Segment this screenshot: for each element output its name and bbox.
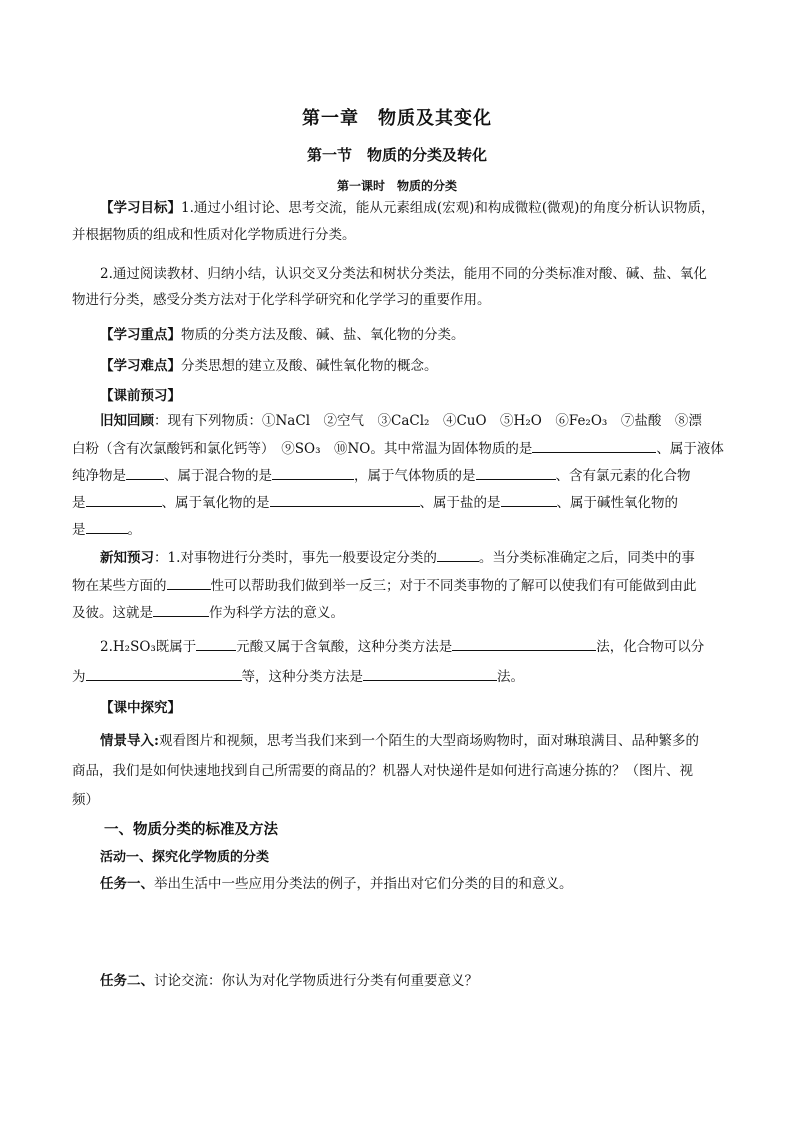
activity-1-heading: 活动一、探究化学物质的分类 — [100, 850, 270, 865]
preview-heading: 【课前预习】 — [100, 388, 181, 404]
review-line-4: 是 、属于氧化物的是 、属于盐的是 、属于碱性氧化物的 — [72, 492, 732, 513]
inclass-heading: 【课中探究】 — [100, 700, 181, 716]
answer-blank[interactable] — [196, 636, 236, 651]
scene-line-3: 频） — [72, 792, 99, 808]
section-heading-1: 一、物质分类的标准及方法 — [104, 821, 278, 838]
review-line-1: 旧知回顾：现有下列物质：①NaCl ②空气 ③CaCl₂ ④CuO ⑤H₂O ⑥Fe₂O₃ ⑦盐酸 ⑧漂 — [100, 413, 702, 429]
answer-blank[interactable] — [126, 465, 164, 480]
chapter-title: 第一章 物质及其变化 — [302, 108, 492, 129]
new-preview-line-2: 物在某些方面的 性可以帮助我们做到举一反三；对于不同类事物的了解可以使我们有可能做到由此 — [72, 575, 732, 596]
new-preview-line-3: 及彼。这就是 作为科学方法的意义。 — [72, 602, 732, 623]
answer-blank[interactable] — [501, 492, 557, 507]
answer-blank[interactable] — [86, 519, 128, 534]
answer-blank[interactable] — [476, 465, 556, 480]
question-2-line-2: 为 等，这种分类方法是 法。 — [72, 666, 732, 687]
review-line-5: 是 。 — [72, 519, 732, 540]
answer-blank[interactable] — [153, 602, 209, 617]
objectives-line-3: 2.通过阅读教材、归纳小结，认识交叉分类法和树状分类法，能用不同的分类标准对酸、碱、盐、氧化 — [100, 266, 707, 282]
answer-blank[interactable] — [532, 438, 656, 453]
scene-line-2: 商品，我们是如何快速地找到自己所需要的商品的？机器人对快递件是如何进行高速分拣的？（图片、视 — [72, 763, 693, 779]
answer-blank[interactable] — [363, 666, 497, 681]
review-line-2: 白粉（含有次氯酸钙和氯化钙等） ⑨SO₃ ⑩NO。其中常温为固体物质的是 、属于液体 — [72, 438, 732, 459]
task-1-line: 任务一、举出生活中一些应用分类法的例子，并指出对它们分类的目的和意义。 — [100, 876, 573, 892]
answer-blank[interactable] — [86, 666, 242, 681]
keypoints-line: 【学习重点】物质的分类方法及酸、碱、盐、氧化物的分类。 — [100, 327, 465, 343]
answer-blank[interactable] — [437, 547, 479, 562]
question-2-line-1: 2.H₂SO₃既属于 元酸又属于含氧酸，这种分类方法是 法，化合物可以分 — [100, 636, 760, 657]
new-preview-line-1: 新知预习：1.对事物进行分类时，事先一般要设定分类的 。当分类标准确定之后，同类中的事 — [100, 547, 760, 568]
section-title: 第一节 物质的分类及转化 — [306, 146, 487, 164]
difficulties-line: 【学习难点】分类思想的建立及酸、碱性氧化物的概念。 — [100, 358, 438, 374]
answer-blank[interactable] — [167, 575, 211, 590]
answer-blank[interactable] — [270, 492, 420, 507]
answer-blank[interactable] — [452, 636, 596, 651]
objectives-line-1: 【学习目标】1.通过小组讨论、思考交流，能从元素组成(宏观)和构成微粒(微观)的角度分析认识物质， — [100, 200, 715, 216]
objectives-line-2: 并根据物质的组成和性质对化学物质进行分类。 — [72, 227, 356, 243]
scene-line-1: 情景导入:观看图片和视频，思考当我们来到一个陌生的大型商场购物时，面对琳琅满目、品种繁多的 — [100, 733, 699, 749]
lesson-title: 第一课时 物质的分类 — [336, 179, 457, 193]
task-2-line: 任务二、讨论交流：你认为对化学物质进行分类有何重要意义？ — [100, 973, 478, 989]
review-line-3: 纯净物是 、属于混合物的是 ，属于气体物质的是 、含有氯元素的化合物 — [72, 465, 732, 486]
objectives-line-4: 物进行分类，感受分类方法对于化学科学研究和化学学习的重要作用。 — [72, 292, 491, 308]
answer-blank[interactable] — [86, 492, 162, 507]
answer-blank[interactable] — [272, 465, 354, 480]
